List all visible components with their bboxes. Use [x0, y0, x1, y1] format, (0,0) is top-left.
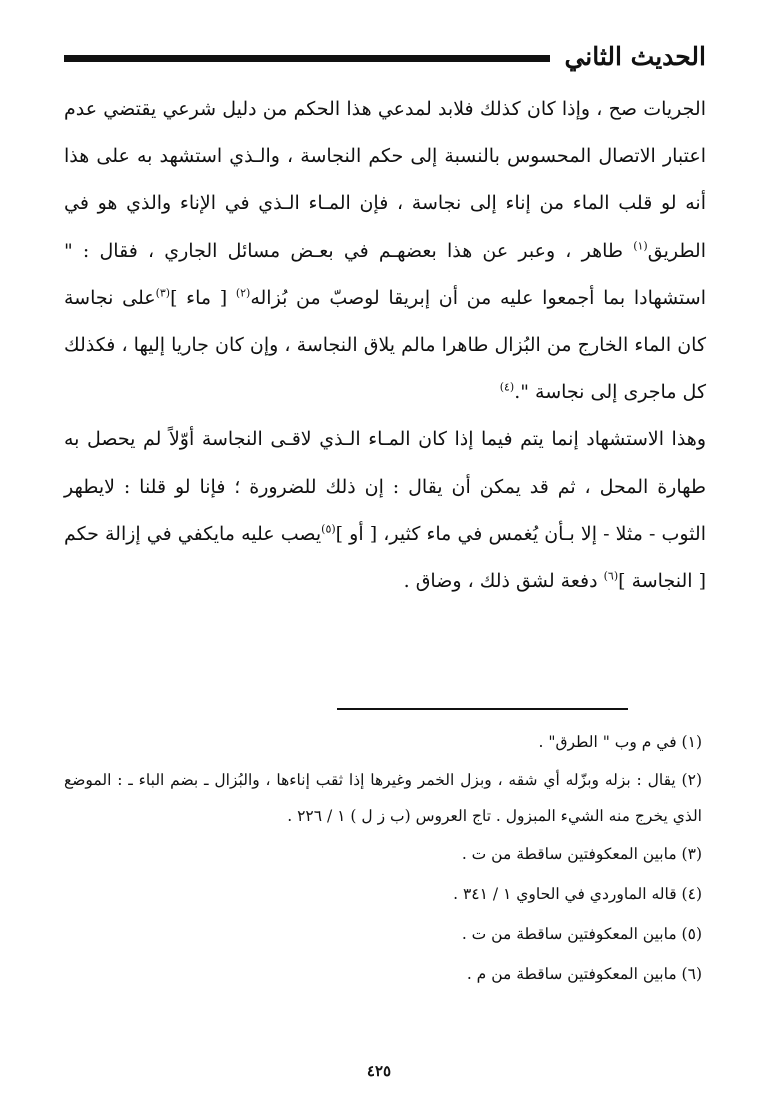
paragraph: [64, 416, 706, 605]
text-run: وهذا الاستشهاد إنما يتم فيما إذا كان المـاء الـذي لاقـى النجاسة أوّلاً لم يحصل به طهارة المحل ، ثم قد يمكن أن يقال : إن ذلك للضرورة ؛ فإنا لو قلنا : لايطهر الثوب - مثلا - إلا بـأن يُغمس في ماء كثير، [ أو ]: [64, 428, 706, 545]
footnote-reference: (٣): [155, 286, 171, 300]
footnote-3: (٣) مابين المعكوفتين ساقطة من ت .: [461, 845, 702, 863]
footnote-reference: (٦): [603, 569, 619, 583]
footnote-6: (٦) مابين المعكوفتين ساقطة من م .: [466, 965, 702, 983]
page-number: ٤٢٥: [366, 1062, 392, 1080]
text-run: يصب عليه مايكفي في إزالة حكم [ النجاسة ]: [64, 522, 706, 593]
text-run: الجريات صح ، وإذا كان كذلك فلابد لمدعي هذا الحكم من دليل شرعي يقتضي عدم اعتبار الاتصال المحسوس بالنسبة إلى حكم النجاسة ، والـذي استشهد به على هذا أنه لو قلب الماء من إناء إلى نجاسة ، فإن المـاء الـذي في الإناء والذي هو في الطريق: [64, 98, 706, 262]
footnote-reference: (١): [633, 239, 648, 253]
footnote-2: (٢) يقال : بزله وبزّله أي شقه ، وبزل الخمر وغيرها إذا ثقب إناءها ، والبُزال ـ بضم الباء ـ : الموضع الذي يخرج منه الشيء المبزول . تاج العروس (ب ز ل ) ١ / ٢٢٦ .: [64, 771, 702, 825]
footnote-4: (٤) قاله الماوردي في الحاوي ١ / ٣٤١ .: [453, 885, 702, 903]
text-run: دفعة لشق ذلك ، وضاق .: [403, 570, 604, 593]
footnote-5: (٥) مابين المعكوفتين ساقطة من ت .: [461, 925, 702, 943]
main-text: [64, 86, 706, 605]
text-run: طاهر ، وعبر عن هذا بعضهـم في بعـض مسائل الجاري ، فقال : " استشهادا بما أجمعوا عليه من أن إبريقا لوصبّ من بُزاله: [64, 239, 706, 309]
chapter-title: الحديث الثاني: [564, 41, 706, 71]
text-run: على نجاسة كان الماء الخارج من البُزال طاهرا مالم يلاق النجاسة ، وإن كان جاريا إليها ، فكذلك كل ماجرى إلى نجاسة ".: [64, 286, 706, 404]
text-run: [ ماء ]: [170, 286, 236, 309]
footnote-reference: (٢): [235, 286, 251, 300]
header-rule: [64, 55, 550, 62]
running-header: [64, 34, 706, 78]
footnote-reference: (٤): [499, 380, 515, 394]
footnotes: [64, 722, 702, 994]
footnote-separator: [337, 708, 628, 710]
footnote-1: (١) في م وب " الطرق" .: [538, 733, 702, 751]
footnote-reference: (٥): [321, 522, 336, 536]
paragraph: [64, 86, 706, 416]
